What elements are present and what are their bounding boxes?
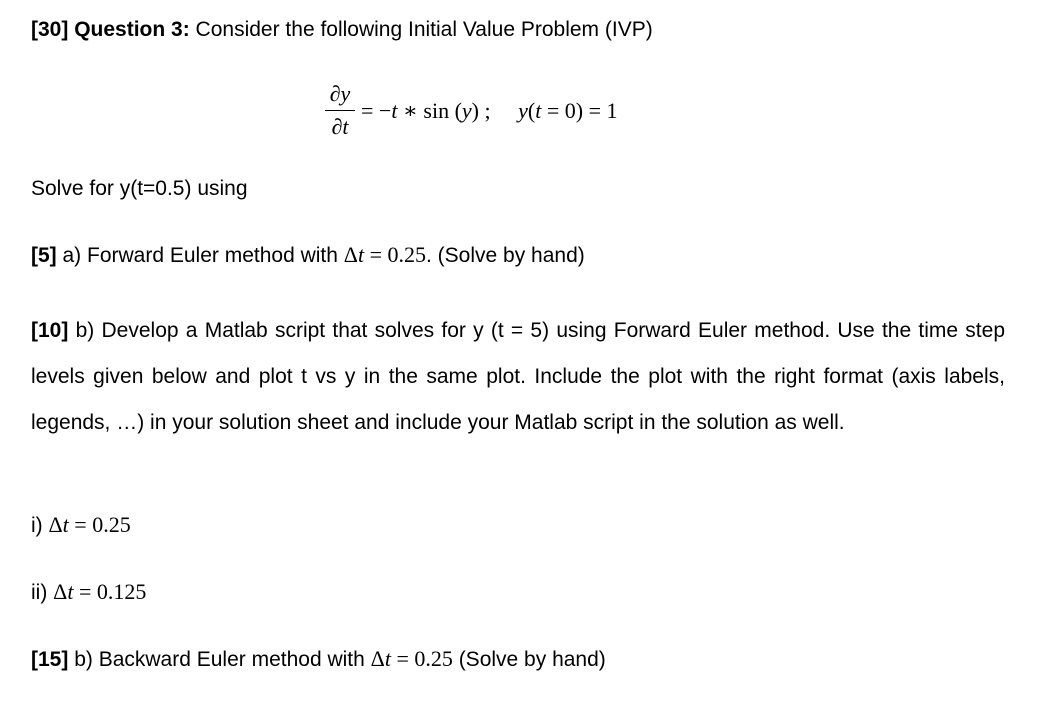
part-backward-delta: Δ [370, 646, 385, 671]
sub-item-i-t: t [62, 512, 69, 537]
initial-condition-y: y [518, 98, 528, 123]
fraction-numerator: ∂y [329, 81, 351, 106]
sub-item-i-value: = 0.25 [68, 512, 131, 537]
part-a-t: t [357, 242, 365, 267]
rhs-equals-minus: = − [361, 98, 392, 123]
part-backward-text: b) Backward Euler method with [68, 648, 371, 671]
solve-instruction: Solve for y(t=0.5) using [31, 177, 248, 200]
rhs-close: ) ; [471, 98, 519, 123]
sub-item-ii-label: ii) [31, 581, 54, 604]
part-a-points: [5] [31, 244, 57, 267]
sub-item-i [31, 512, 131, 539]
part-backward-euler [31, 646, 606, 673]
sub-item-i-delta: Δ [48, 512, 63, 537]
question-points: [30] [31, 18, 69, 41]
sub-item-i-label: i) [31, 514, 49, 537]
fraction-bar [325, 110, 355, 111]
sub-item-ii-t: t [67, 579, 74, 604]
question-label: Question 3: [74, 18, 190, 41]
part-a-delta: Δ [343, 242, 358, 267]
rhs-y: y [461, 98, 472, 123]
part-backward-t: t [384, 646, 391, 671]
question-prompt: Consider the following Initial Value Problem (IVP) [189, 18, 653, 41]
fraction-denominator: ∂t [331, 114, 349, 139]
rhs-sin: ∗ sin ( [397, 98, 462, 123]
question-heading [31, 17, 653, 43]
sub-item-ii-value: = 0.125 [73, 579, 147, 604]
part-a-math [344, 242, 426, 267]
equation-right-side [361, 97, 617, 125]
initial-condition-open: ( [527, 98, 536, 123]
part-a-suffix: . (Solve by hand) [425, 244, 585, 267]
part-backward-points: [15] [31, 648, 69, 671]
derivative-fraction [325, 80, 355, 141]
initial-condition-value: = 0) = 1 [541, 98, 618, 123]
part-backward-value: = 0.25 [390, 646, 453, 671]
part-a-value: = 0.25 [364, 242, 426, 267]
part-backward-math [371, 646, 453, 671]
part-a-text: a) Forward Euler method with [56, 244, 344, 267]
part-backward-suffix: (Solve by hand) [452, 648, 606, 671]
initial-condition-t: t [535, 98, 542, 123]
part-b-text: b) Develop a Matlab script that solves for y (t = 5) using Forward Euler method. Use the time step levels given below and plot t vs y in the same plot. Include the plot with the right format (axis labels, legends, …) in your solution sheet and include your Matlab script in the solution as well. [31, 319, 1005, 434]
part-a [31, 242, 585, 269]
sub-item-i-math [49, 512, 131, 537]
part-b-points: [10] [31, 319, 69, 342]
rhs-t: t [391, 98, 398, 123]
sub-item-ii-delta: Δ [53, 579, 68, 604]
part-b [31, 308, 1005, 446]
sub-item-ii-math [53, 579, 146, 604]
sub-item-ii [31, 579, 146, 606]
